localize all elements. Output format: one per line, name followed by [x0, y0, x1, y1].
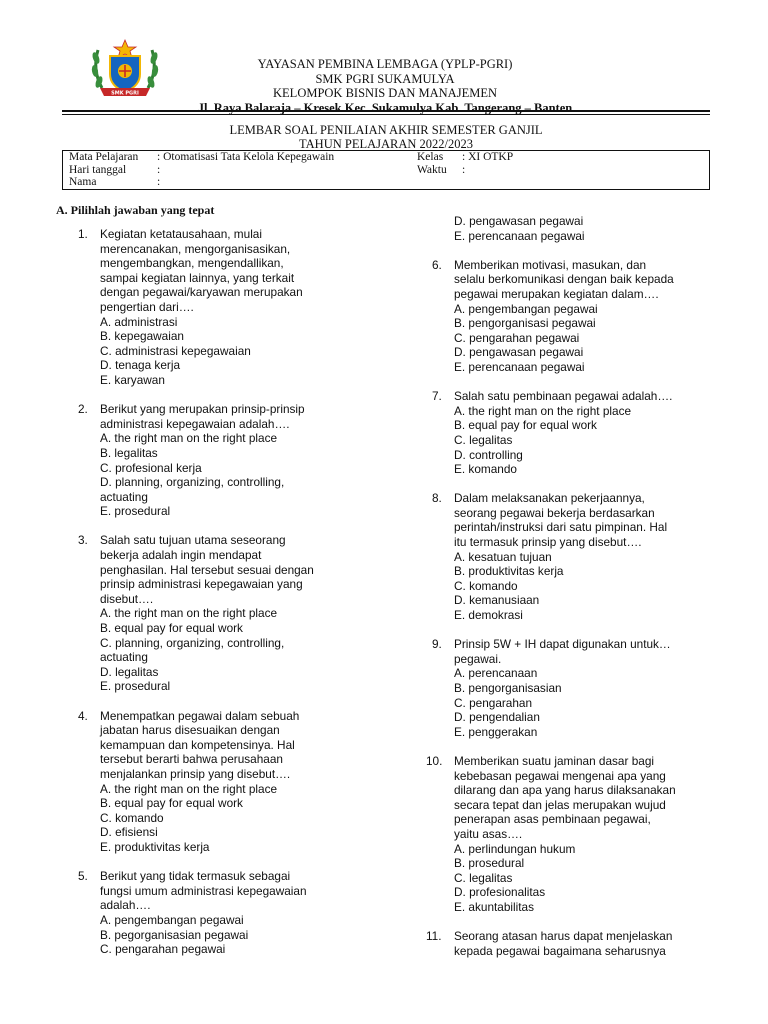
answer-option[interactable]: E. karyawan [100, 372, 165, 387]
header-rule-thick [62, 110, 710, 112]
question-stem-line: merencanakan, mengorganisasikan, [100, 241, 291, 256]
school-name: SMK PGRI SUKAMULYA [315, 71, 455, 86]
answer-option[interactable]: C. administrasi kepegawaian [100, 343, 251, 358]
answer-option[interactable]: B. legalitas [100, 445, 158, 460]
section-title: A. Pilihlah jawaban yang tepat [56, 203, 215, 217]
answer-option[interactable]: C. profesional kerja [100, 460, 202, 475]
answer-option[interactable]: E. prosedural [100, 679, 171, 694]
answer-option[interactable]: D. efisiensi [100, 825, 158, 840]
name-value: : [157, 176, 161, 188]
question-stem-line: Berikut yang tidak termasuk sebagai [100, 869, 291, 884]
answer-option[interactable]: D. tenaga kerja [100, 358, 181, 373]
answer-option[interactable]: B. equal pay for equal work [100, 621, 243, 636]
answer-option[interactable]: A. the right man on the right place [100, 781, 278, 796]
answer-option[interactable]: B. equal pay for equal work [454, 418, 597, 433]
answer-option[interactable]: C. legalitas [454, 432, 513, 447]
question-stem-line: penghasilan. Hal tersebut sesuai dengan [100, 562, 314, 577]
question-stem-line: Salah satu pembinaan pegawai adalah…. [454, 389, 673, 404]
question-9 [422, 637, 722, 739]
answer-option[interactable]: E. perencanaan pegawai [454, 359, 585, 374]
subject-value: : Otomatisasi Tata Kelola Kepegawain [157, 151, 335, 163]
school-logo [88, 38, 162, 102]
question-4 [68, 709, 358, 855]
time-label: Waktu [417, 163, 447, 176]
question-stem-line: secara tepat dan jelas merupakan wujud [454, 797, 666, 812]
question-stem-line: administrasi kepegawaian adalah…. [100, 416, 290, 431]
question-10 [422, 754, 722, 915]
question-number: 6. [432, 257, 442, 272]
answer-option[interactable]: A. perencanaan [454, 666, 538, 681]
question-8 [422, 491, 722, 622]
info-row-time [417, 164, 465, 177]
answer-option[interactable]: D. kemanusiaan [454, 593, 540, 608]
question-number: 2. [78, 402, 88, 417]
answer-option[interactable]: B. pegorganisasian pegawai [100, 927, 249, 942]
questions-left-column [68, 227, 358, 971]
answer-option[interactable]: D. pengendalian [454, 710, 540, 725]
question-stem-line: Berikut yang merupakan prinsip-prinsip [100, 402, 305, 417]
answer-option[interactable]: A. the right man on the right place [454, 403, 632, 418]
name-label: Nama [69, 176, 97, 188]
date-label: Hari tanggal [69, 163, 127, 176]
question-stem-line: Menempatkan pegawai dalam sebuah [100, 708, 300, 723]
answer-option[interactable]: D. legalitas [100, 664, 159, 679]
letterhead [170, 57, 600, 115]
exam-title-line1: LEMBAR SOAL PENILAIAN AKHIR SEMESTER GANJIL [229, 123, 543, 137]
question-number: 10. [426, 753, 443, 768]
info-row-name [69, 176, 160, 189]
answer-option[interactable]: B. pengorganisasian [454, 681, 562, 695]
question-number: 7. [432, 389, 442, 404]
time-value: : [462, 163, 466, 176]
info-row-date [69, 164, 160, 177]
question-number: 9. [432, 637, 442, 652]
question-6 [422, 258, 722, 375]
answer-option[interactable]: C. legalitas [454, 870, 513, 885]
exam-title [62, 124, 710, 151]
answer-option[interactable]: A. kesatuan tujuan [454, 549, 552, 564]
question-stem-line: jabatan harus disesuaikan dengan [100, 723, 280, 738]
answer-option[interactable]: B. pengorganisasi pegawai [454, 316, 596, 331]
question-stem-line: sampai kegiatan lainnya, yang terkait [100, 270, 295, 285]
answer-option[interactable]: A. perlindungan hukum [454, 841, 576, 856]
answer-option[interactable]: E. penggerakan [454, 724, 538, 739]
question-stem-line: mengembangkan, mengendallikan, [100, 256, 284, 271]
answer-option[interactable]: B. kepegawaian [100, 329, 184, 344]
answer-option[interactable]: D. controlling [454, 447, 523, 462]
foundation-name: YAYASAN PEMBINA LEMBAGA (YPLP-PGRI) [257, 57, 513, 71]
question-number: 8. [432, 491, 442, 506]
answer-option[interactable]: E. demokrasi [454, 608, 523, 623]
exam-info-box [62, 150, 710, 190]
question-stem-line: Seorang atasan harus dapat menjelaskan [454, 929, 673, 944]
question-stem-line: Salah satu tujuan utama seseorang [100, 533, 286, 548]
question-stem-line: dengan pegawai/karyawan merupakan [100, 285, 303, 300]
question-stem-line: disebut…. [100, 591, 154, 606]
answer-option[interactable]: B. produktivitas kerja [454, 564, 564, 579]
answer-option[interactable]: E. prosedural [100, 504, 171, 519]
question-stem-line: Memberikan suatu jaminan dasar bagi [454, 753, 654, 768]
question-stem-line: adalah…. [100, 898, 151, 913]
question-stem-line: Dalam melaksanakan pekerjaannya, [454, 491, 645, 506]
answer-option[interactable]: C. planning, organizing, controlling, [100, 635, 285, 650]
questions-right-column [422, 214, 722, 973]
info-row-subject [69, 151, 334, 164]
answer-option[interactable]: E. akuntabilitas [454, 899, 535, 914]
answer-option[interactable]: C. pengarahan pegawai [100, 942, 226, 957]
answer-option[interactable]: D. pengawasan pegawai [454, 214, 584, 228]
question-stem-line: Prinsip 5W + IH dapat digunakan untuk… [454, 637, 671, 652]
answer-option[interactable]: D. pengawasan pegawai [454, 345, 584, 360]
answer-option[interactable]: D. planning, organizing, controlling, [100, 475, 285, 490]
answer-option[interactable]: actuating [100, 489, 148, 504]
question-stem-line: pegawai merupakan kegiatan dalam…. [454, 286, 659, 301]
answer-option[interactable]: A. administrasi [100, 314, 178, 329]
answer-option[interactable]: actuating [100, 650, 148, 665]
question-number: 1. [78, 227, 88, 241]
question-stem-line: selalu berkomunikasi dengan baik kepada [454, 272, 674, 287]
question-stem-line: perintah/instruksi dari satu pimpinan. Hal [454, 520, 668, 535]
answer-option[interactable]: A. the right man on the right place [100, 431, 278, 446]
answer-option[interactable]: E. produktivitas kerja [100, 839, 210, 854]
exam-title-line2: TAHUN PELAJARAN 2022/2023 [299, 136, 473, 151]
question-stem-line: pengertian dari…. [100, 299, 194, 314]
question-stem-line: dilarang dan apa yang harus dilaksanakan [454, 783, 676, 798]
answer-option[interactable]: B. prosedural [454, 856, 525, 871]
question-stem-line: seorang pegawai bekerja berdasarkan [454, 505, 655, 520]
question-stem-line: menjalankan prinsip yang disebut…. [100, 766, 291, 781]
date-value: : [157, 163, 161, 176]
question-11 [422, 929, 722, 958]
answer-option[interactable]: E. komando [454, 462, 517, 477]
question-2 [68, 402, 358, 519]
answer-option[interactable]: E. perencanaan pegawai [454, 228, 585, 243]
question-1 [68, 227, 358, 388]
question-stem-line: bekerja adalah ingin mendapat [100, 548, 262, 563]
answer-option[interactable]: B. equal pay for equal work [100, 796, 243, 811]
question-number: 5. [78, 869, 88, 884]
question-stem-line: pegawai. [454, 651, 502, 666]
answer-option[interactable]: A. pengembangan pegawai [454, 301, 598, 316]
question-stem-line: Kegiatan ketatausahaan, mulai [100, 227, 262, 241]
answer-option[interactable]: A. the right man on the right place [100, 606, 278, 621]
question-stem-line: kemampuan dan kompetensinya. Hal [100, 737, 295, 752]
question-stem-line: kepada pegawai bagaimana seharusnya [454, 943, 666, 958]
question-5 [68, 869, 358, 957]
header-rule-thin [62, 114, 710, 115]
answer-option[interactable]: C. komando [454, 578, 518, 593]
question-stem-line: fungsi umum administrasi kepegawaian [100, 883, 307, 898]
question-stem-line: penerapan asas pembinaan pegawai, [454, 812, 651, 827]
class-value: : XI OTKP [462, 151, 514, 163]
answer-option[interactable]: A. pengembangan pegawai [100, 912, 244, 927]
question-number: 11. [426, 929, 442, 944]
program-group: KELOMPOK BISNIS DAN MANAJEMEN [273, 86, 497, 100]
svg-text:SMK PGRI: SMK PGRI [111, 90, 139, 97]
school-address: Jl. Raya Balaraja – Kresek Kec. Sukamulya Kab. Tangerang – Banten [197, 100, 573, 115]
question-stem-line: Memberikan motivasi, masukan, dan [454, 257, 647, 272]
question-stem-line: itu termasuk prinsip yang disebut…. [454, 535, 642, 550]
question-stem-line: prinsip administrasi kepegawaian yang [100, 577, 303, 592]
question-stem-line: tersebut berarti bahwa perusahaan [100, 752, 283, 767]
subject-label: Mata Pelajaran [69, 151, 139, 163]
answer-option[interactable]: C. komando [100, 810, 164, 825]
question-stem-line: yaitu asas…. [454, 826, 523, 841]
question-number: 4. [78, 708, 88, 723]
question-5-continued [422, 214, 722, 243]
question-stem-line: kebebasan pegawai mengenai apa yang [454, 768, 666, 783]
question-number: 3. [78, 533, 88, 548]
class-label: Kelas [417, 151, 444, 163]
answer-option[interactable]: D. profesionalitas [454, 885, 546, 900]
answer-option[interactable]: C. pengarahan [454, 695, 533, 710]
question-3 [68, 533, 358, 694]
answer-option[interactable]: C. pengarahan pegawai [454, 330, 580, 345]
info-row-class [417, 151, 513, 164]
question-7 [422, 389, 722, 477]
